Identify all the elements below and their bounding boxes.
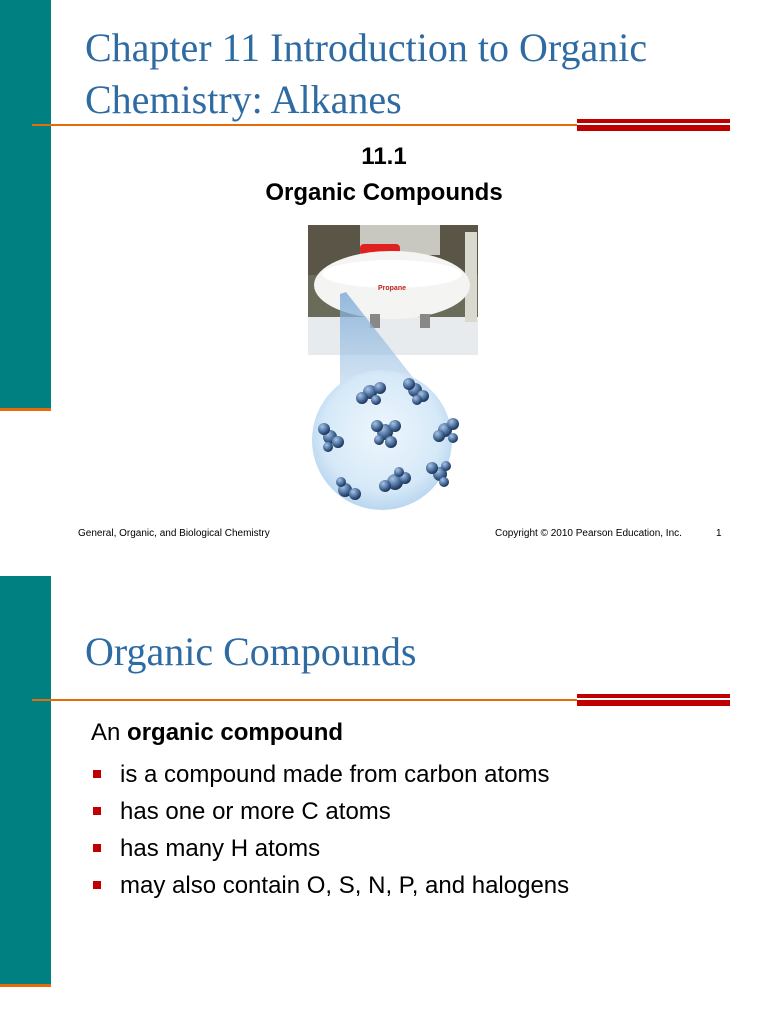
definition-lead [91, 719, 343, 747]
bullet-square-icon [93, 844, 101, 852]
title-rule-orange [32, 124, 577, 126]
footer-course: General, Organic, and Biological Chemistry [78, 528, 270, 539]
slide-title: Organic Compounds [85, 629, 417, 674]
slide-gap [0, 552, 768, 576]
lead-term: organic compound [127, 719, 344, 746]
section-title: Organic Compounds [265, 179, 503, 206]
slide-2 [0, 576, 768, 1024]
list-item: is a compound made from carbon atoms [91, 756, 569, 793]
page-number: 1 [716, 528, 722, 539]
bullet-square-icon [93, 881, 101, 889]
title-rule-red [577, 694, 730, 706]
list-item: has one or more C atoms [91, 793, 569, 830]
bullet-square-icon [93, 770, 101, 778]
side-bar-accent-line [0, 408, 51, 411]
title-rule-red [577, 119, 730, 131]
footer-copyright: Copyright © 2010 Pearson Education, Inc. [495, 528, 682, 539]
propane-tank-molecules-illustration [300, 222, 490, 522]
lead-prefix: An [91, 719, 128, 746]
teal-side-bar [0, 576, 51, 984]
list-item: has many H atoms [91, 830, 569, 867]
bullet-square-icon [93, 807, 101, 815]
bullet-list [91, 756, 569, 904]
slide-title: Chapter 11 Introduction to Organic Chemistry: Alkanes [85, 25, 648, 122]
section-number: 11.1 [361, 143, 407, 170]
tank-label: Propane [377, 285, 407, 292]
list-item: may also contain O, S, N, P, and halogens [91, 867, 569, 904]
side-bar-accent-line [0, 984, 51, 987]
title-rule-orange [32, 699, 577, 701]
